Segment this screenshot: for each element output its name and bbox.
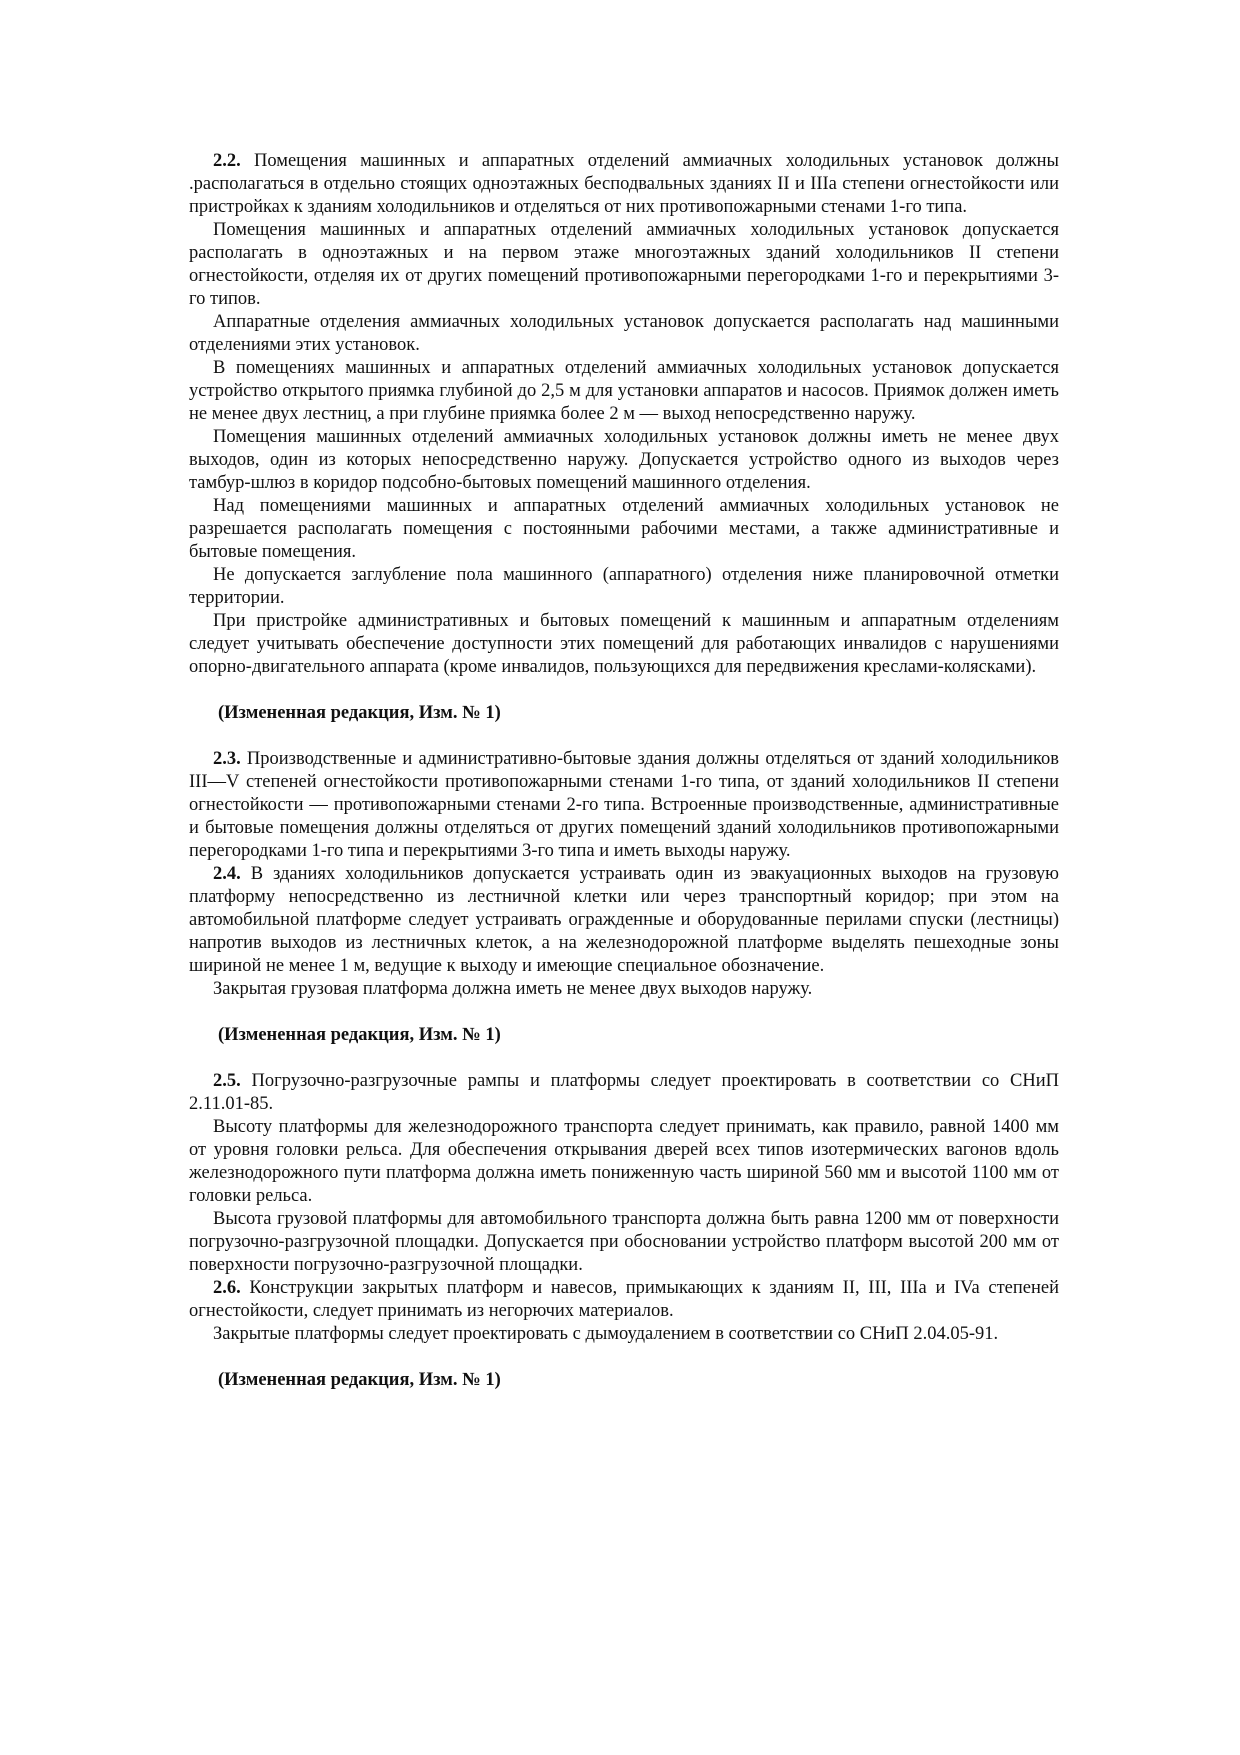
paragraph-text: Помещения машинных и аппаратных отделений аммиачных холодильных установок должны .располагаться в отдельно стоящих одноэтажных бесподвальных зданиях II и IIIa степени огнестойкости или пристройках к зданиям холодильников и отделяться от них противопожарными стенами 1-го типа. (189, 151, 1059, 217)
paragraph-text: Производственные и административно-бытовые здания должны отделяться от зданий холодильников III—V степеней огнестойкости противопожарными стенами 1-го типа, от зданий холодильников II степени огнестойкости — противопожарными стенами 2-го типа. Встроенные производственные, административные и бытовые помещения должны отделяться от других помещений зданий холодильников противопожарными перегородками 1-го типа и перекрытиями 3-го типа и иметь выходы наружу. (189, 749, 1059, 861)
paragraph (189, 495, 1059, 564)
paragraph (189, 219, 1059, 311)
paragraph-text: При пристройке административных и бытовых помещений к машинным и аппаратным отделениям следует учитывать обеспечение доступности этих помещений для работающих инвалидов с нарушениями опорно-двигательного аппарата (кроме инвалидов, пользующихся для передвижения креслами-колясками). (189, 611, 1059, 677)
paragraph (189, 610, 1059, 679)
paragraph-text: Не допускается заглубление пола машинного (аппаратного) отделения ниже планировочной отметки территории. (189, 565, 1059, 608)
paragraph-text: Закрытые платформы следует проектировать с дымоудалением в соответствии со СНиП 2.04.05-91. (213, 1324, 999, 1344)
paragraph (189, 1070, 1059, 1116)
paragraph (189, 357, 1059, 426)
paragraph (189, 1277, 1059, 1323)
paragraph (189, 1323, 1059, 1346)
amendment-note: (Измененная редакция, Изм. № 1) (218, 1370, 501, 1390)
paragraph (189, 311, 1059, 357)
paragraph-text: Помещения машинных отделений аммиачных холодильных установок должны иметь не менее двух выходов, один из которых непосредственно наружу. Допускается устройство одного из выходов через тамбур-шлюз в коридор подсобно-бытовых помещений машинного отделения. (189, 427, 1059, 493)
paragraph-text: Аппаратные отделения аммиачных холодильных установок допускается располагать над машинными отделениями этих установок. (189, 312, 1059, 355)
clause-number: 2.3. (213, 749, 241, 769)
paragraph-text: В помещениях машинных и аппаратных отделений аммиачных холодильных установок допускается устройство открытого приямка глубиной до 2,5 м для установки аппаратов и насосов. Приямок должен иметь не менее двух лестниц, а при глубине приямка более 2 м — выход непосредственно наружу. (189, 358, 1059, 424)
paragraph-text: Помещения машинных и аппаратных отделений аммиачных холодильных установок допускается располагать в одноэтажных и на первом этаже многоэтажных зданий холодильников II степени огнестойкости, отделяя их от других помещений противопожарными перегородками 1-го и перекрытиями 3-го типов. (189, 220, 1059, 309)
paragraph-text: Высоту платформы для железнодорожного транспорта следует принимать, как правило, равной 1400 мм от уровня головки рельса. Для обеспечения открывания дверей всех типов изотермических вагонов вдоль железнодорожного пути платформа должна иметь пониженную часть шириной 560 мм и высотой 1100 мм от головки рельса. (189, 1117, 1059, 1206)
paragraph (189, 564, 1059, 610)
clause-number: 2.6. (213, 1278, 241, 1298)
paragraph-text: Погрузочно-разгрузочные рампы и платформы следует проектировать в соответствии со СНиП 2.11.01-85. (189, 1071, 1059, 1114)
document-page (189, 150, 1059, 1392)
paragraph (189, 1116, 1059, 1208)
paragraph-text: Над помещениями машинных и аппаратных отделений аммиачных холодильных установок не разрешается располагать помещения с постоянными рабочими местами, а также административные и бытовые помещения. (189, 496, 1059, 562)
clause-number: 2.4. (213, 864, 241, 884)
paragraph-text: Высота грузовой платформы для автомобильного транспорта должна быть равна 1200 мм от поверхности погрузочно-разгрузочной площадки. Допускается при обосновании устройство платформ высотой 200 мм от поверхности погрузочно-разгрузочной площадки. (189, 1209, 1059, 1275)
paragraph (189, 863, 1059, 978)
paragraph-text: Конструкции закрытых платформ и навесов, примыкающих к зданиям II, III, IIIa и IVa степеней огнестойкости, следует принимать из негорючих материалов. (189, 1278, 1059, 1321)
paragraph (189, 426, 1059, 495)
paragraph (189, 150, 1059, 219)
paragraph-text: В зданиях холодильников допускается устраивать один из эвакуационных выходов на грузовую платформу непосредственно из лестничной клетки или через транспортный коридор; при этом на автомобильной платформе следует устраивать огражденные и оборудованные перилами спуски (лестницы) напротив выходов из лестничных клеток, а на железнодорожной платформе выделять пешеходные зоны шириной не менее 1 м, ведущие к выходу и имеющие специальное обозначение. (189, 864, 1060, 976)
paragraph-text: Закрытая грузовая платформа должна иметь не менее двух выходов наружу. (213, 979, 813, 999)
amendment-note: (Измененная редакция, Изм. № 1) (218, 1025, 501, 1045)
clause-number: 2.5. (213, 1071, 241, 1091)
paragraph (189, 1208, 1059, 1277)
clause-number: 2.2. (213, 151, 241, 171)
paragraph (189, 748, 1059, 863)
amendment-note: (Измененная редакция, Изм. № 1) (218, 703, 501, 723)
paragraph (189, 978, 1059, 1001)
